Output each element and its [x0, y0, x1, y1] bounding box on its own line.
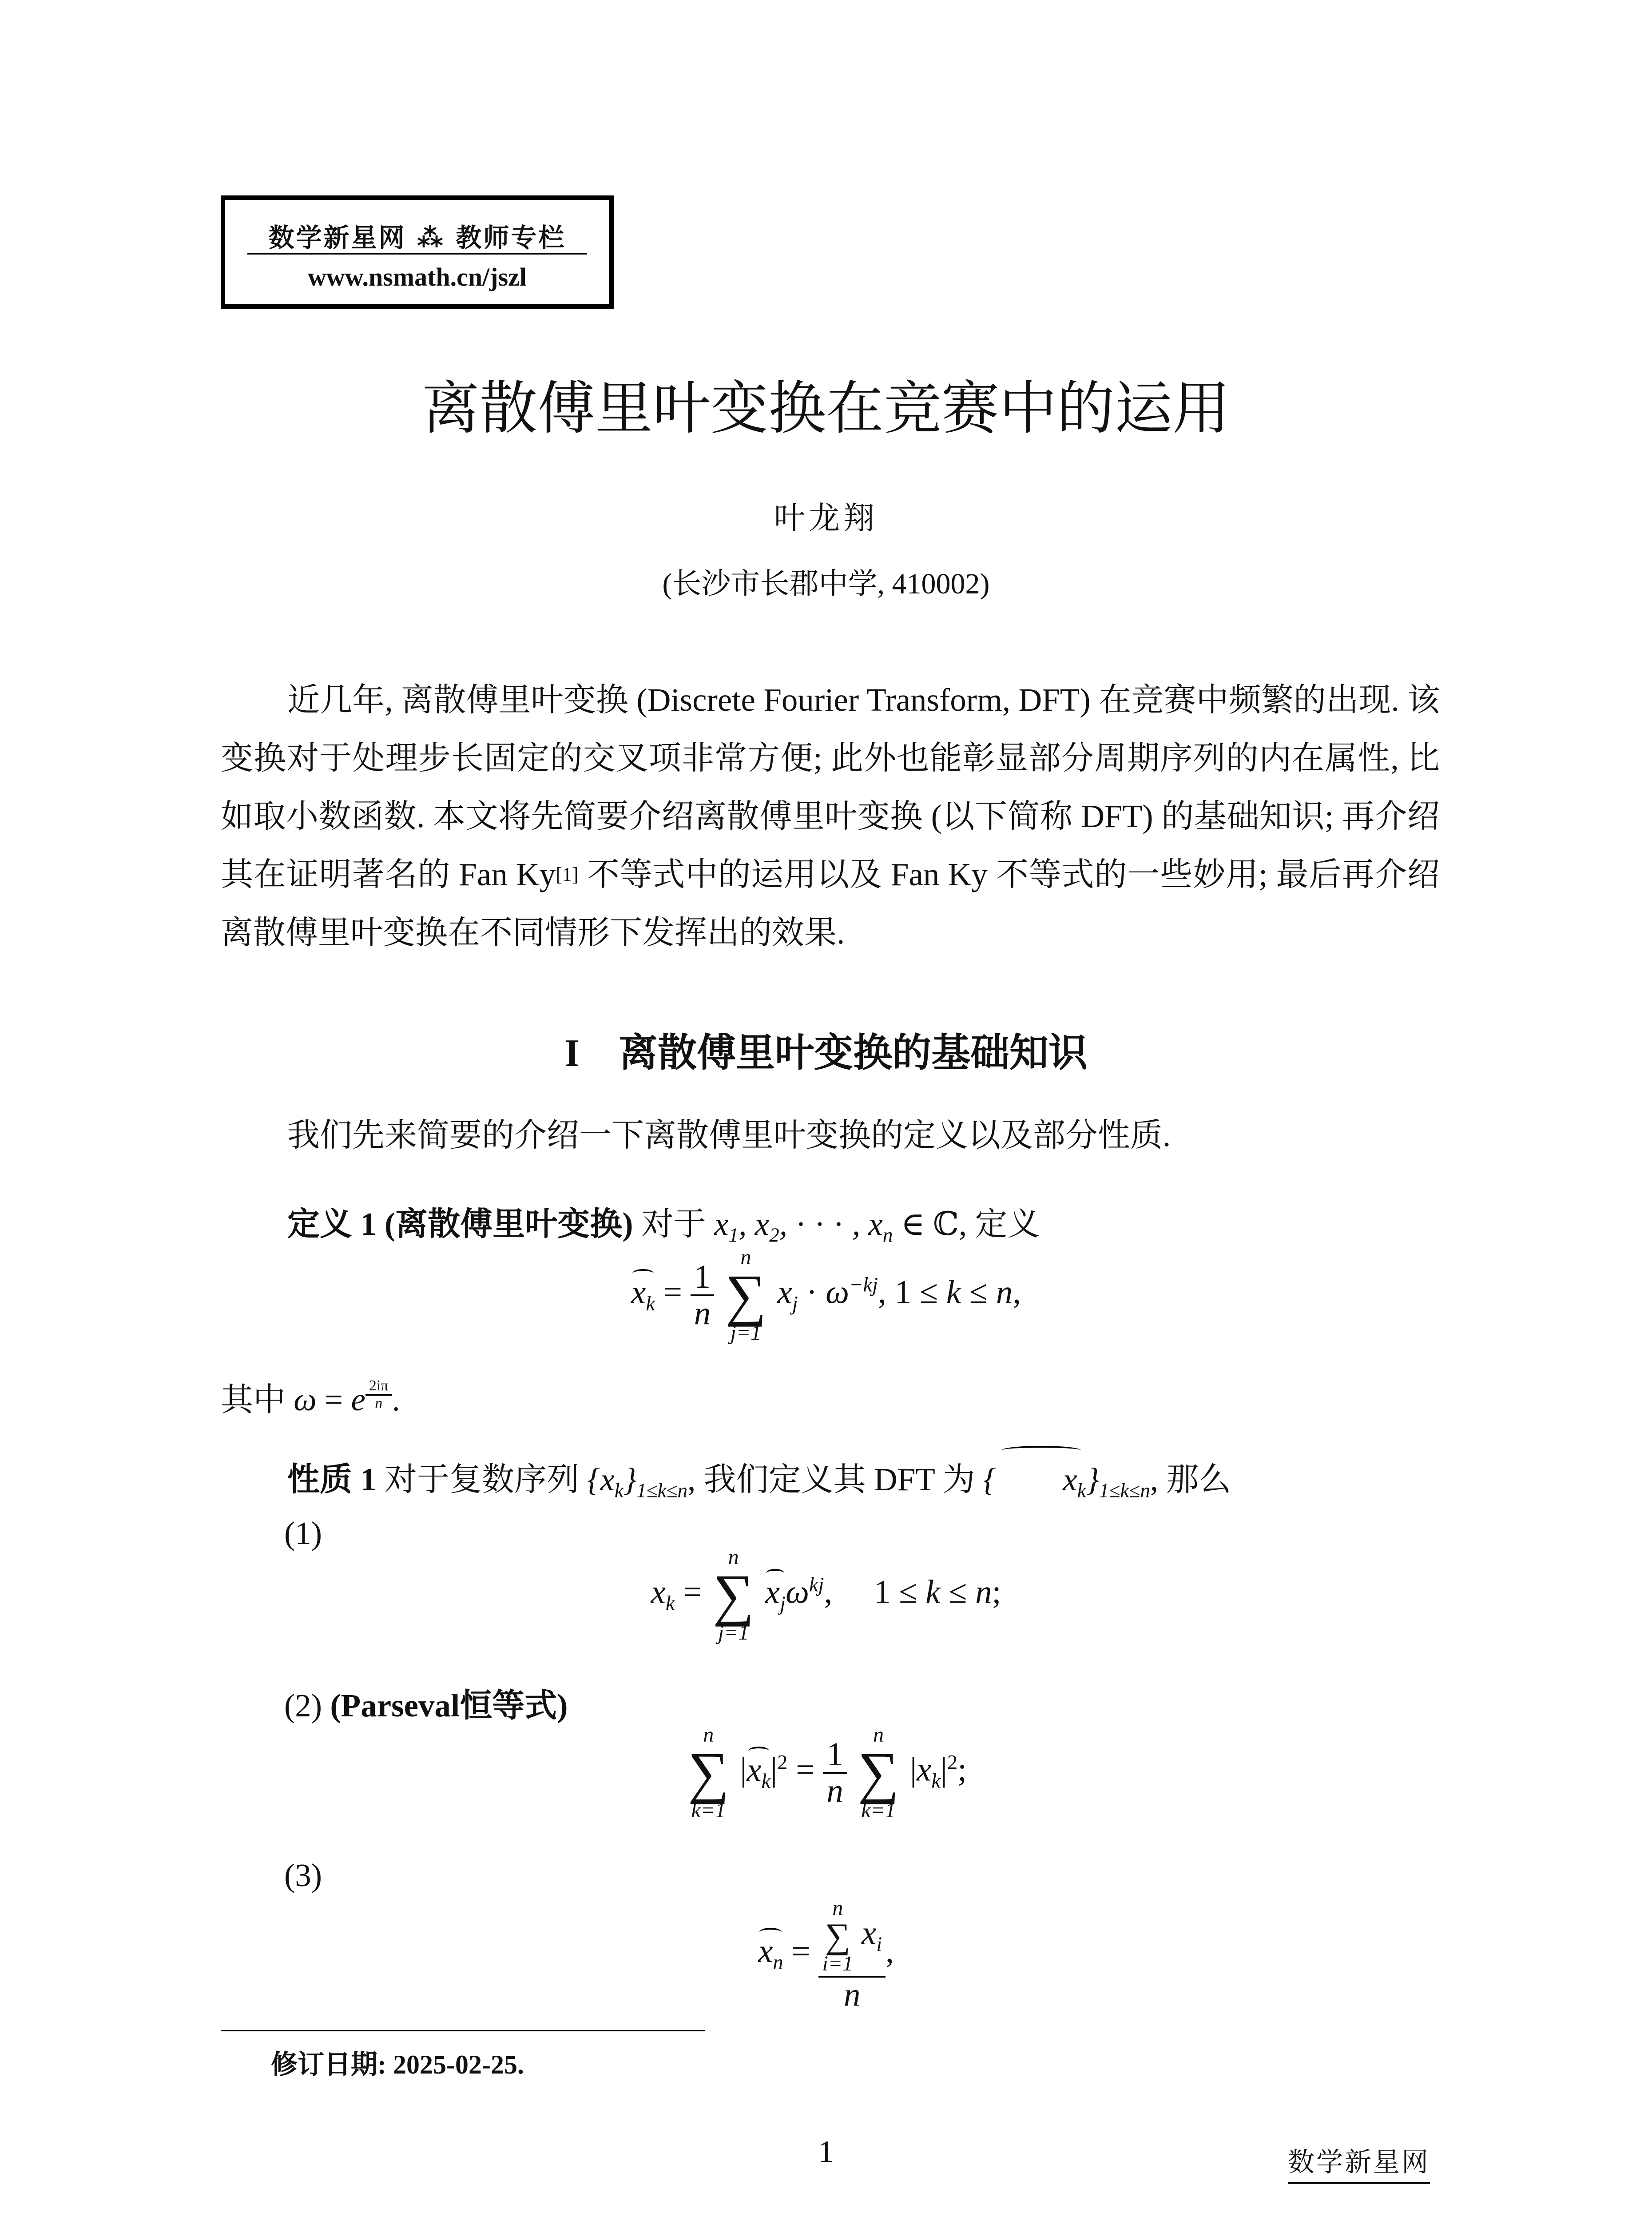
item-1-label: (1)	[284, 1515, 322, 1551]
author-affiliation: (长沙市长郡中学, 410002)	[662, 568, 990, 600]
section-heading	[0, 1022, 1652, 1078]
property-label: 性质 1	[287, 1461, 377, 1497]
intro-text: 我们先来简要的介绍一下离散傅里叶变换的定义以及部分性质.	[287, 1117, 1171, 1153]
footnote-revision-date: 修订日期: 2025-02-25.	[271, 2050, 524, 2079]
site-url[interactable]: www.nsmath.cn/jszl	[307, 263, 527, 291]
definition-text: 对于	[633, 1206, 715, 1242]
abstract	[221, 671, 1440, 962]
author-name: 叶龙翔	[774, 500, 878, 536]
mean-equation: $x_n$ = n ∑ i=1 $x_i$ n ,	[758, 1896, 894, 2013]
abstract-part2: 不等式中的运用以及 Fan Ky 不等式的一些妙用; 最后再介绍离散傅里叶变换在不同情形下发挥出的效果.	[221, 856, 1440, 951]
footer-brand[interactable]: 数学新星网	[1288, 2141, 1430, 2184]
dft-equation: $x_k$ = $\frac{1}{n}$ n ∑ j=1 $x_j \cdot \omega^{-kj}$, 1 ≤ k ≤ n,	[631, 1246, 1021, 1345]
definition-label: 定义 1 (离散傅里叶变换)	[287, 1206, 633, 1242]
page-number: 1	[818, 2135, 834, 2169]
property-text-2: , 我们定义其 DFT 为	[687, 1461, 983, 1497]
abstract-part1: 近几年, 离散傅里叶变换 (Discrete Fourier Transform, DFT) 在竞赛中频繁的出现. 该变换对于处理步长固定的交叉项非常方便; 此外也能彰显部分周期序列的内在属性, 比如取小数函数. 本文将先简要介绍离散傅里叶变换 (以下简称 DFT) 的基础知识; 再介绍其在证明著名的 Fan Ky	[221, 682, 1440, 892]
section-title: 离散傅里叶变换的基础知识	[619, 1032, 1088, 1075]
omega-definition: 其中 ω = e $^{\frac{2i\pi}{n}}$ .	[221, 1377, 400, 1418]
property-text-3: , 那么	[1150, 1461, 1231, 1497]
item-2-label	[284, 1679, 568, 1726]
property-text: 对于复数序列	[376, 1461, 588, 1497]
where-label: 其中	[221, 1381, 286, 1418]
intro-paragraph	[221, 1106, 1440, 1164]
paper-title: 离散傅里叶变换在竞赛中的运用	[421, 374, 1230, 442]
definition-text-end: , 定义	[959, 1206, 1040, 1242]
inverse-dft-equation: $x_k$ = n ∑ j=1 $x_j\omega^{kj}$, 1 ≤ k ≤ n;	[651, 1545, 1001, 1644]
definition-variables: $x_1$, $x_2$, · · · , $x_n$ ∈ ℂ	[714, 1206, 959, 1246]
header-divider	[247, 253, 587, 255]
site-name: 数学新星网 ⁂ 教师专栏	[268, 223, 566, 253]
parseval-equation: n ∑ k=1 $|x_k|^2$ = $\frac{1}{n}$ n ∑ k=1 $|x_k|^2$;	[687, 1723, 967, 1822]
section-number: I	[564, 1032, 580, 1075]
parseval-title: (Parseval恒等式)	[330, 1688, 568, 1723]
header-box	[221, 195, 614, 309]
item-2-number: (2)	[284, 1688, 322, 1723]
footnote-rule	[221, 2030, 705, 2031]
property-1: 性质 1 对于复数序列 $\{x_k\}_{1\le k\le n}$, 我们定义其 DFT 为 { $x_k\}_{1\le k\le n}$, 那么	[221, 1450, 1440, 1520]
item-3-label: (3)	[284, 1857, 322, 1893]
citation-link[interactable]: [1]	[556, 864, 579, 885]
